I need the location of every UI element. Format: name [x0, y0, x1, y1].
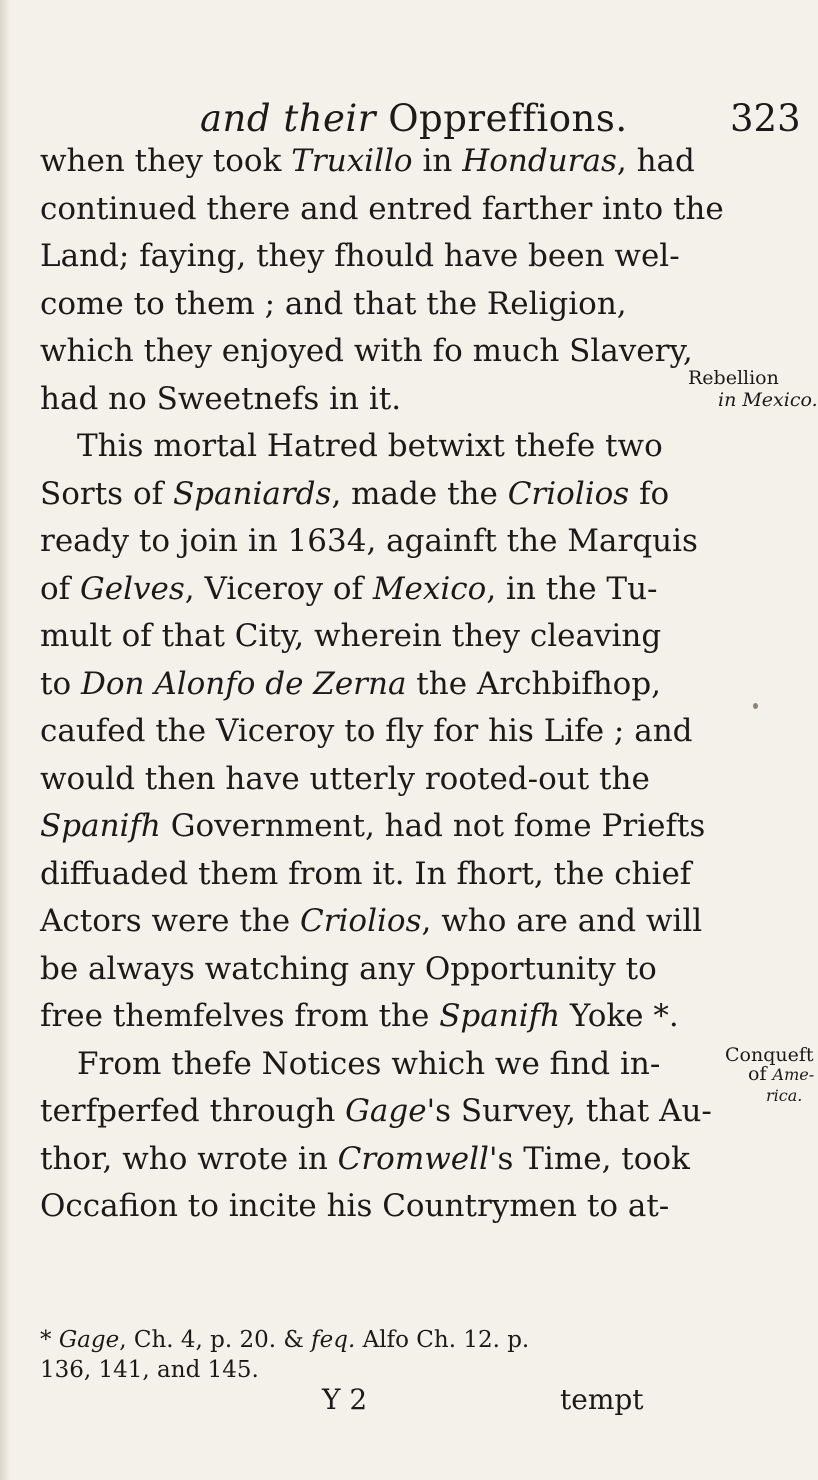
text-run: Land; faying, they fhould have been wel- — [40, 238, 680, 274]
text-line — [40, 1136, 690, 1184]
text-run: would then have utterly rooted-out the — [40, 760, 650, 797]
text-run: , in the Tu- — [486, 570, 658, 607]
text-line — [40, 518, 698, 566]
italic-text: Truxillo — [291, 143, 413, 179]
running-head-title-roman: Oppreffions. — [388, 97, 628, 140]
text-run: diffuaded them from it. In fhort, the chief — [40, 855, 692, 892]
text-line — [40, 756, 690, 804]
margin-note-conquest: Conqueft — [725, 1044, 814, 1066]
running-head-title — [200, 97, 628, 140]
margin-note-rebellion: Rebellion — [688, 367, 779, 389]
italic-text: Cromwell — [337, 1140, 489, 1177]
text-run: in — [412, 143, 463, 179]
text-line — [40, 281, 690, 329]
text-run: , had — [616, 143, 695, 179]
catchword: tempt — [560, 1383, 644, 1416]
text-line — [40, 233, 690, 281]
text-line — [40, 471, 690, 519]
italic-text: feq. — [311, 1327, 356, 1353]
text-line — [40, 138, 695, 186]
text-run: of — [40, 570, 80, 607]
text-line — [40, 376, 690, 424]
text-run: 's Survey, that Au- — [426, 1093, 712, 1129]
italic-text: Gage — [345, 1093, 427, 1129]
text-run: come to them ; and that the Religion, — [40, 285, 627, 322]
text-run: had no Sweetnefs in it. — [40, 380, 402, 417]
signature-mark: Y 2 — [322, 1383, 368, 1416]
text-line — [40, 803, 706, 851]
footnote-line-1 — [40, 1325, 660, 1355]
text-run: * — [40, 1327, 59, 1353]
text-line — [40, 898, 703, 946]
text-run: Actors were the — [40, 903, 300, 939]
margin-note-america: Ame- — [772, 1065, 815, 1084]
footnote — [40, 1325, 660, 1385]
text-run: which they enjoyed with fo much Slavery, — [40, 333, 693, 369]
text-run: This mortal Hatred betwixt thefe two — [77, 428, 663, 464]
text-run: be always watching any Opportunity to — [40, 950, 657, 987]
text-run: fo — [629, 475, 670, 512]
ink-speck — [753, 703, 758, 709]
text-run: , made the — [331, 475, 508, 512]
text-run: thor, who wrote in — [40, 1140, 338, 1177]
body-text — [40, 138, 724, 1231]
text-run: , Ch. 4, p. 20. & — [119, 1327, 312, 1353]
text-run: caufed the Viceroy to fly for his Life ; and — [40, 713, 693, 749]
text-line — [40, 328, 693, 376]
text-run: 's Time, took — [488, 1140, 690, 1177]
text-run: Occafion to incite his Countrymen to at- — [40, 1188, 670, 1224]
margin-note-of-america — [748, 1064, 814, 1106]
running-head-title-italic: and their — [200, 97, 376, 140]
text-run: the Archbifhop, — [406, 665, 662, 702]
italic-text: Gelves — [80, 570, 185, 607]
text-run: to — [40, 665, 81, 702]
text-run: ready to join in 1634, againft the Marquis — [40, 523, 698, 559]
text-run: mult of that City, wherein they cleaving — [40, 618, 662, 654]
text-line — [40, 1041, 690, 1089]
margin-note-rica: rica. — [766, 1086, 803, 1105]
text-line — [40, 613, 690, 661]
page-number: 323 — [730, 97, 801, 140]
text-run: terfperfed through — [40, 1093, 346, 1129]
footnote-line-2: 136, 141, and 145. — [40, 1357, 259, 1383]
italic-text: Spanifh — [439, 998, 561, 1034]
text-run: Yoke *. — [560, 998, 679, 1034]
text-line — [40, 708, 693, 756]
text-line — [40, 1183, 690, 1231]
italic-text: Spanifh — [40, 808, 161, 844]
italic-text: Mexico — [372, 570, 487, 607]
text-line — [40, 423, 690, 471]
text-line — [40, 946, 690, 994]
text-run: Alfo Ch. 12. p. — [355, 1327, 530, 1353]
text-line — [40, 993, 690, 1041]
text-line — [40, 851, 690, 899]
italic-text: Don Alonfo de Zerna — [80, 665, 407, 702]
text-run: Government, had not fome Priefts — [160, 808, 706, 844]
text-run: free themfelves from the — [40, 998, 440, 1034]
page-gutter-edge — [0, 0, 10, 1480]
text-run: , who are and will — [421, 903, 703, 939]
text-run: Sorts of — [40, 475, 173, 512]
margin-note-in-mexico: in Mexico. — [718, 389, 818, 411]
text-run: when they took — [40, 143, 292, 179]
italic-text: Criolios — [507, 475, 630, 512]
text-line — [40, 661, 690, 709]
margin-note-of: of — [748, 1063, 773, 1085]
italic-text: Gage — [58, 1327, 120, 1353]
text-run: , Viceroy of — [184, 570, 373, 607]
italic-text: Criolios — [299, 903, 422, 939]
text-line — [40, 566, 690, 614]
italic-text: Spaniards — [172, 475, 332, 512]
italic-text: Honduras — [462, 143, 617, 179]
text-run: From thefe Notices which we find in- — [77, 1045, 661, 1082]
text-line — [40, 186, 724, 234]
text-run: continued there and entred farther into the — [40, 190, 724, 227]
text-line — [40, 1088, 712, 1136]
